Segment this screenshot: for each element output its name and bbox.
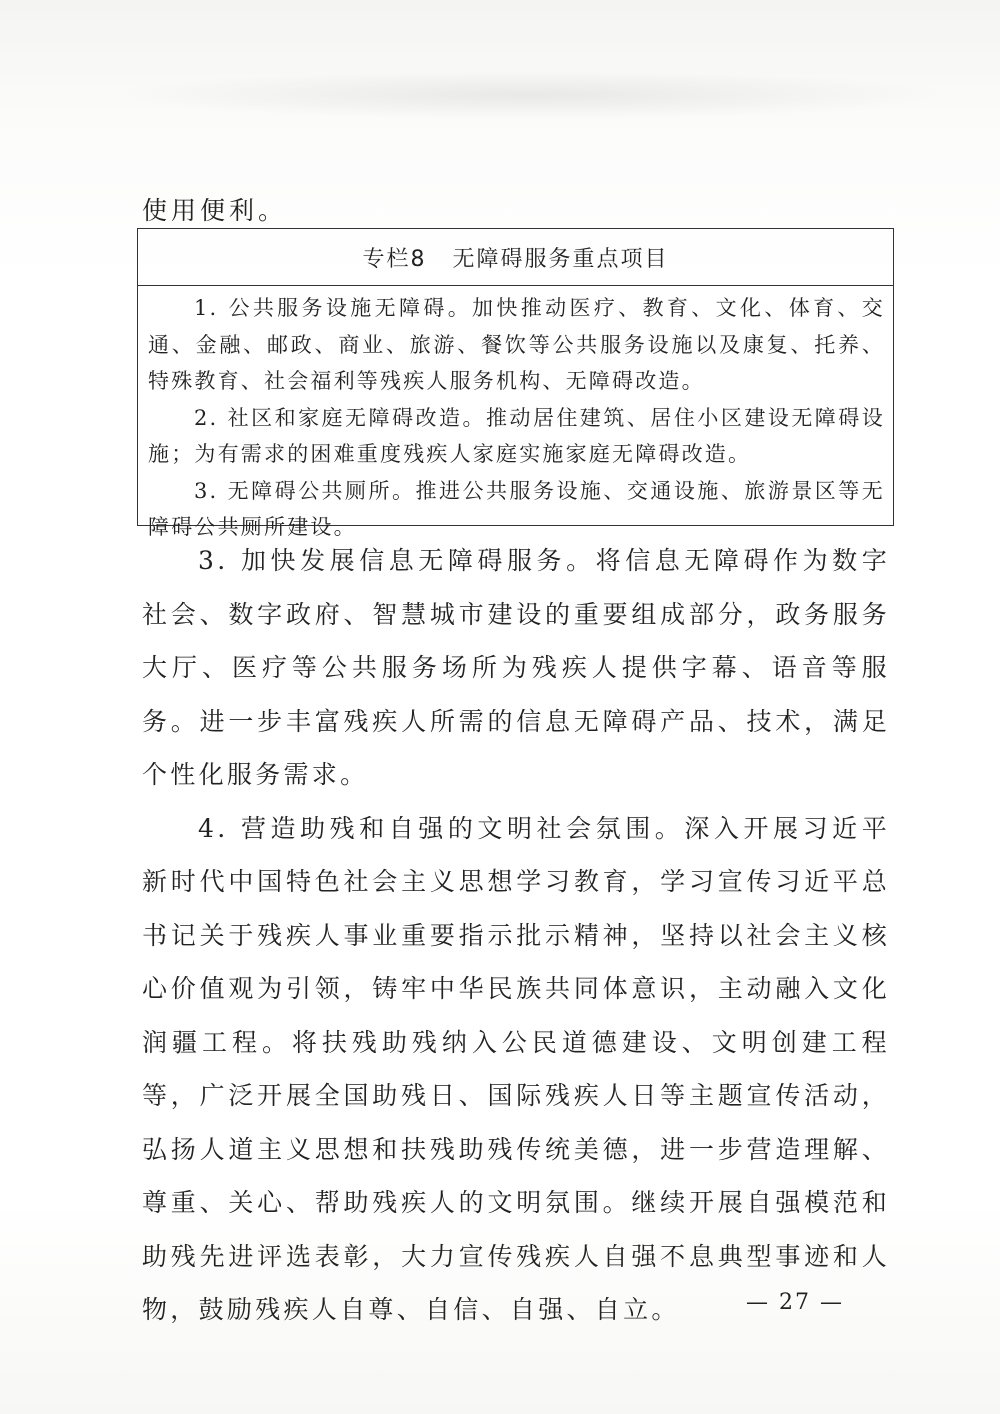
column-item: 3. 无障碍公共厕所。推进公共服务设施、交通设施、旅游景区等无障碍公共厕所建设。 xyxy=(148,478,885,539)
column-title: 无障碍服务重点项目 xyxy=(452,246,669,272)
column-label: 专栏8 xyxy=(362,246,427,272)
paragraph: 4. 营造助残和自强的文明社会氛围。深入开展习近平新时代中国特色社会主义思想学习教育，学习宣传习近平总书记关于残疾人事业重要指示批示精神，坚持以社会主义核心价值观为引领，铸牢中华民族共同体意识，主动融入文化润疆工程。将扶残助残纳入公民道德建设、文明创建工程等，广泛开展全国助残日、国际残疾人日等主题宣传活动，弘扬人道主义思想和扶残助残传统美德，进一步营造理解、尊重、关心、帮助残疾人的文明氛围。继续开展自强模范和助残先进评选表彰，大力宣传残疾人自强不息典型事迹和人物，鼓励残疾人自尊、自信、自强、自立。 xyxy=(142,813,890,1324)
page-number: — 27 — xyxy=(746,1290,844,1315)
body-text xyxy=(142,534,890,1337)
paragraph: 3. 加快发展信息无障碍服务。将信息无障碍作为数字社会、数字政府、智慧城市建设的重要组成部分，政务服务大厅、医疗等公共服务场所为残疾人提供字幕、语音等服务。进一步丰富残疾人所需的信息无障碍产品、技术，满足个性化服务需求。 xyxy=(142,546,890,789)
column-item: 2. 社区和家庭无障碍改造。推动居住建筑、居住小区建设无障碍设施；为有需求的困难重度残疾人家庭实施家庭无障碍改造。 xyxy=(148,405,885,466)
column-item: 1. 公共服务设施无障碍。加快推动医疗、教育、文化、体育、交通、金融、邮政、商业、旅游、餐饮等公共服务设施以及康复、托养、特殊教育、社会福利等残疾人服务机构、无障碍改造。 xyxy=(148,296,885,393)
scan-shadow xyxy=(110,70,950,120)
column-box-title xyxy=(138,229,893,286)
column-box xyxy=(137,228,894,539)
column-box-items xyxy=(138,286,893,546)
continuation-text: 使用便利。 xyxy=(142,196,288,225)
